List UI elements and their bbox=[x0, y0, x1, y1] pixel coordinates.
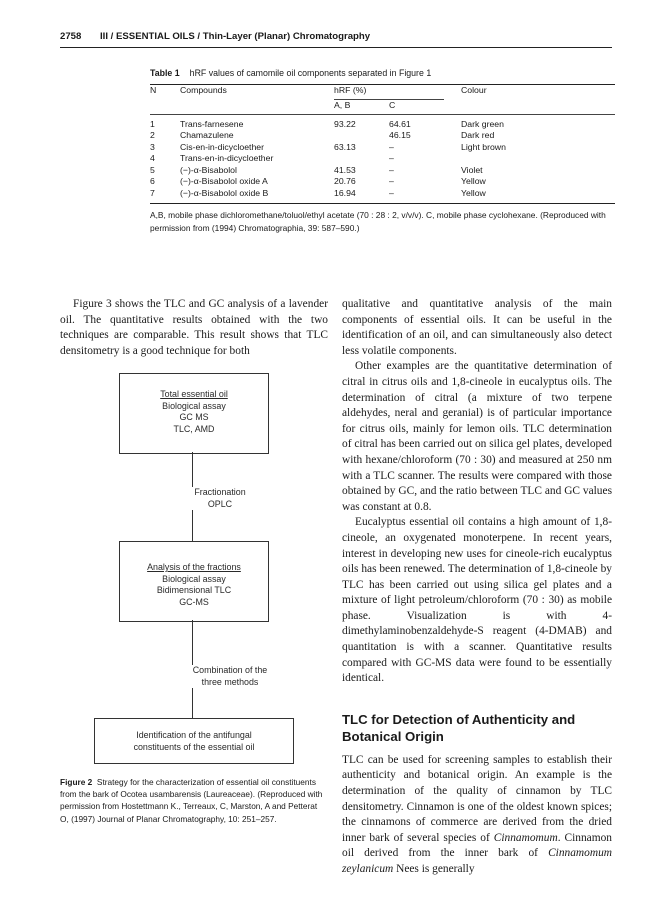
flowchart-box-analysis bbox=[119, 541, 269, 622]
step2-line1: Combination of the bbox=[192, 665, 268, 675]
row-number: 1 bbox=[150, 118, 155, 129]
box1-line: Biological assay bbox=[162, 400, 226, 411]
species-name: Cinnamomum zeylanicum bbox=[342, 847, 612, 875]
table-row bbox=[150, 188, 615, 200]
row-hrf-c: – bbox=[389, 187, 394, 198]
table-data bbox=[150, 85, 615, 112]
table-caption bbox=[150, 68, 615, 78]
table-bottom-rule bbox=[150, 203, 615, 204]
row-compound: Cis-en-in-dicycloether bbox=[180, 141, 265, 152]
row-hrf-ab: 93.22 bbox=[334, 118, 356, 129]
header-n: N bbox=[150, 85, 157, 95]
figure-3-reference[interactable]: Figure 3 bbox=[73, 298, 112, 310]
box3-line1: Identification of the antifungal bbox=[136, 730, 252, 740]
row-number: 6 bbox=[150, 176, 155, 186]
box2-line: Bidimensional TLC bbox=[156, 585, 232, 596]
row-compound: Chamazulene bbox=[180, 130, 234, 140]
row-hrf-ab: 41.53 bbox=[334, 164, 356, 175]
table-caption-text: hRF values of camomile oil components separated in Figure 1 bbox=[189, 68, 432, 78]
row-number: 2 bbox=[150, 130, 155, 140]
row-hrf-c: – bbox=[389, 141, 394, 152]
box2-line: GC-MS bbox=[179, 596, 209, 607]
table-row bbox=[150, 119, 615, 131]
row-colour: Violet bbox=[461, 164, 483, 175]
table-1 bbox=[150, 68, 615, 234]
row-compound: (−)-α-Bisabolol bbox=[180, 164, 237, 175]
left-column bbox=[60, 297, 328, 359]
genus-name: Cinnamomum bbox=[493, 831, 558, 844]
figure-2-caption bbox=[60, 776, 328, 825]
row-compound: Trans-farnesene bbox=[180, 118, 244, 129]
step1-sub: OPLC bbox=[207, 498, 233, 509]
row-colour: Dark red bbox=[461, 130, 495, 140]
right-paragraph-2: Other examples are the quantitative determination of citral in citrus oils and 1,8-cineole in eucalyptus oils. The determination of citral (a mixture of two terpene aldehydes, neral and geranial) is of particular importance for citrus oils, mainly for lemon oils. TLC determination of citral has been carried out on silica gel plates, developed with hexane/chloroform (70 : 30) and measured at 250 nm with a TLC scanner. The results were compared with those obtained by GC, and the ratio between TLC and GC values was constant at 0.8. bbox=[342, 360, 612, 513]
box1-title: Total essential oil bbox=[160, 389, 228, 399]
row-hrf-ab: 16.94 bbox=[334, 187, 356, 198]
figure-2-label: Figure 2 bbox=[60, 777, 93, 787]
right-paragraph-4: TLC can be used for screening samples to establish their authenticity and botanical origin. An example is the determination of the quality of cinnamon by TLC densitometry. Cinnamon is one of the oldest known spices; the cinnamons of commerce are derived from the dried inner bark of several species of Cinnamomum. Cinnamon oil derived from the inner bark of Cinnamomum zeylanicum Nees is generally bbox=[342, 753, 612, 875]
table-body bbox=[150, 119, 615, 200]
table-row bbox=[150, 176, 615, 188]
row-colour: Dark green bbox=[461, 118, 504, 129]
table-row bbox=[150, 142, 615, 154]
page-number: 2758 bbox=[60, 31, 82, 42]
box3-line2: constituents of the essential oil bbox=[133, 741, 255, 752]
header-hrf: hRF (%) bbox=[334, 85, 461, 100]
box1-line: TLC, AMD bbox=[173, 423, 215, 434]
row-colour: Yellow bbox=[461, 176, 486, 186]
table-label: Table 1 bbox=[150, 68, 180, 78]
section-heading: TLC for Detection of Authenticity and Botanical Origin bbox=[342, 711, 576, 744]
header-rule bbox=[60, 47, 612, 48]
box2-title: Analysis of the fractions bbox=[147, 562, 241, 572]
row-hrf-c: – bbox=[389, 176, 394, 186]
row-hrf-c: – bbox=[389, 153, 394, 163]
row-number: 5 bbox=[150, 164, 155, 175]
flowchart-box-identification bbox=[94, 718, 294, 764]
row-compound: (−)-α-Bisabolol oxide A bbox=[180, 176, 268, 186]
row-colour: Light brown bbox=[461, 141, 506, 152]
row-compound: (−)-α-Bisabolol oxide B bbox=[180, 187, 269, 198]
step1-title: Fractionation bbox=[194, 487, 246, 497]
box1-line: GC MS bbox=[179, 412, 209, 423]
row-hrf-c: 64.61 bbox=[389, 118, 411, 129]
header-ab: A, B bbox=[334, 100, 351, 110]
header-colour: Colour bbox=[461, 85, 487, 95]
right-paragraph-1: qualitative and quantitative analysis of the main components of essential oils. It can be useful in the identification of an oil, and can simultaneously also detect less volatile components. bbox=[342, 298, 612, 357]
table-subheader-row bbox=[150, 100, 615, 112]
table-row bbox=[150, 165, 615, 177]
row-compound: Trans-en-in-dicycloether bbox=[180, 153, 274, 163]
row-hrf-c: – bbox=[389, 164, 394, 175]
right-column bbox=[342, 297, 612, 878]
flowchart-box-total-oil bbox=[119, 373, 269, 454]
table-row bbox=[150, 153, 615, 165]
table-row bbox=[150, 130, 615, 142]
row-number: 7 bbox=[150, 187, 155, 198]
right-paragraph-3: Eucalyptus essential oil contains a high amount of 1,8-cineole, an oxygenated monoterpene. In recent years, interest in developing new uses for cineole-rich eucalyptus oils has been renewed. The determination of 1,8-cineole by TLC has been carried out using silica gel plates and a mixture of light petroleum/chloroform (70 : 30) as mobile phase. Visualization is with 4-dimethylaminobenzaldehyde-S reagent (4-DMAB) and quantitation is with a scanner. Quantitative results compared with GC-MS data were found to be essentially identical. bbox=[342, 516, 612, 685]
row-hrf-ab bbox=[334, 153, 389, 165]
table-footnote: A,B, mobile phase dichloromethane/toluol/ethyl acetate (70 : 28 : 2, v/v/v). C, mobile phase cyclohexane. (Reproduced with permission from (1994) Chromatographia, 39: 587–590.) bbox=[150, 210, 606, 233]
running-title: III / ESSENTIAL OILS / Thin-Layer (Planar) Chromatography bbox=[100, 31, 371, 42]
row-colour: Yellow bbox=[461, 187, 486, 198]
row-number: 4 bbox=[150, 153, 155, 163]
row-hrf-ab bbox=[334, 130, 389, 142]
header-c: C bbox=[389, 100, 396, 110]
table-mid-rule bbox=[150, 114, 615, 115]
step2-line2: three methods bbox=[201, 676, 259, 687]
header-compounds: Compounds bbox=[180, 85, 227, 95]
flowchart-step-fractionation bbox=[170, 487, 270, 510]
flowchart-step-combination bbox=[178, 665, 282, 688]
row-hrf-c: 46.15 bbox=[389, 130, 411, 140]
row-hrf-ab: 20.76 bbox=[334, 176, 356, 186]
row-hrf-ab: 63.13 bbox=[334, 141, 356, 152]
table-header-row bbox=[150, 85, 615, 100]
row-colour bbox=[461, 153, 615, 165]
row-number: 3 bbox=[150, 141, 155, 152]
box2-line: Biological assay bbox=[162, 573, 226, 584]
left-paragraph: Figure 3 shows the TLC and GC analysis of a lavender oil. The quantitative results obtained with the two techniques are comparable. This result shows that TLC densitometry is a good technique for both bbox=[60, 298, 328, 357]
running-header bbox=[60, 31, 612, 42]
figure-2-caption-text: Strategy for the characterization of essential oil constituents from the bark of Ocotea usambarensis (Laureaceae). (Reproduced with permission from Hostettmann K., Terreaux, C, Marston, A and Petterat O, (1997) Journal of Planar Chromatography, 10: 251–257. bbox=[60, 777, 323, 824]
